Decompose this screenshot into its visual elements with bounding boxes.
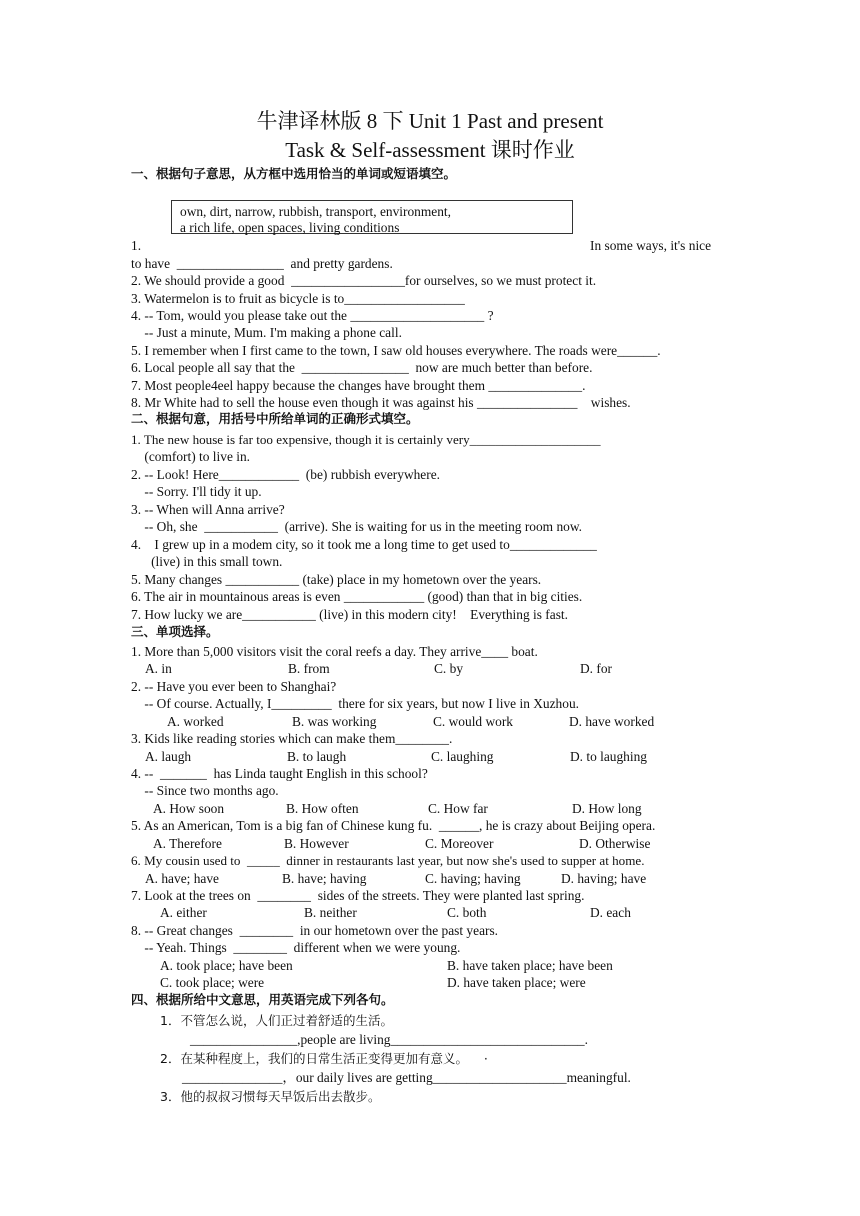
s3-option: D. have taken place; were: [447, 975, 586, 990]
s3-option: C. Moreover: [425, 836, 494, 851]
s3-question: -- Of course. Actually, I_________ there for six years, but now I live in Xuzhou.: [131, 696, 579, 711]
s1-line: 8. Mr White had to sell the house even though it was against his _______________ wishes.: [131, 395, 631, 410]
s4-chinese-prompt: 3．他的叔叔习惯每天早饭后出去散步。: [160, 1089, 381, 1104]
s2-line: 3. -- When will Anna arrive?: [131, 502, 285, 517]
s3-option: B. was working: [292, 714, 377, 729]
s1-line: 4. -- Tom, would you please take out the ____________________ ?: [131, 308, 494, 323]
s3-option: B. However: [284, 836, 349, 851]
s3-question: 2. -- Have you ever been to Shanghai?: [131, 679, 337, 694]
word-box-line-2: a rich life, open spaces, living conditions: [180, 220, 400, 235]
s3-option: B. How often: [286, 801, 359, 816]
s1-line: -- Just a minute, Mum. I'm making a phone call.: [131, 325, 402, 340]
s4-answer-line: _______________，our daily lives are getting____________________meaningful.: [182, 1070, 631, 1085]
s2-line: 2. -- Look! Here____________ (be) rubbish everywhere.: [131, 467, 441, 482]
s2-line: 5. Many changes ___________ (take) place in my hometown over the years.: [131, 572, 542, 587]
s3-question: -- Since two months ago.: [131, 783, 279, 798]
s3-option: C. How far: [428, 801, 488, 816]
s3-question: 3. Kids like reading stories which can make them________.: [131, 731, 453, 746]
s2-line: (live) in this small town.: [131, 554, 283, 569]
s3-option: D. How long: [572, 801, 642, 816]
s3-option: A. laugh: [145, 749, 192, 764]
s3-option: A. have; have: [145, 871, 219, 886]
s3-option: C. laughing: [431, 749, 494, 764]
s3-option: D. Otherwise: [579, 836, 651, 851]
s3-question: 5. As an American, Tom is a big fan of Chinese kung fu. ______, he is crazy about Beijing opera.: [131, 818, 656, 833]
s1-line: to have ________________ and pretty gardens.: [131, 256, 393, 271]
s3-option: A. How soon: [153, 801, 225, 816]
s3-option: D. to laughing: [570, 749, 647, 764]
s3-option: B. from: [288, 661, 330, 676]
s3-option: C. both: [447, 905, 487, 920]
s2-line: -- Sorry. I'll tidy it up.: [131, 484, 262, 499]
title-line-1: 牛津译林版 8 下 Unit 1 Past and present: [256, 109, 604, 133]
s4-answer-line: ________________,people are living_____________________________.: [190, 1032, 588, 1047]
s2-line: -- Oh, she ___________ (arrive). She is waiting for us in the meeting room now.: [131, 519, 582, 534]
s3-option: A. in: [145, 661, 172, 676]
s3-option: D. for: [580, 661, 612, 676]
s3-option: B. to laugh: [287, 749, 347, 764]
s3-option: B. have taken place; have been: [447, 958, 613, 973]
section-1-heading: 一、根据句子意思，从方框中选用恰当的单词或短语填空。: [131, 166, 457, 181]
s1-line: 7. Most people4eel happy because the changes have brought them ______________.: [131, 378, 586, 393]
s3-option: A. worked: [167, 714, 224, 729]
s2-line: 7. How lucky we are___________ (live) in this modern city! Everything is fast.: [131, 607, 568, 622]
s2-line: (comfort) to live in.: [131, 449, 250, 464]
s3-question: 7. Look at the trees on ________ sides of the streets. They were planted last spring.: [131, 888, 585, 903]
s3-question: 6. My cousin used to _____ dinner in restaurants last year, but now she's used to supper at home.: [131, 853, 645, 868]
s3-option: D. having; have: [561, 871, 647, 886]
s3-question: 4. -- _______ has Linda taught English in this school?: [131, 766, 428, 781]
s1-line: 2. We should provide a good _________________for ourselves, so we must protect it.: [131, 273, 597, 288]
s3-option: A. took place; have been: [160, 958, 293, 973]
section-2-heading: 二、根据句意，用括号中所给单词的正确形式填空。: [131, 411, 419, 426]
word-box: [171, 200, 573, 234]
s3-option: C. by: [434, 661, 464, 676]
s3-option: C. took place; were: [160, 975, 265, 990]
word-box-line-1: own, dirt, narrow, rubbish, transport, environment,: [180, 204, 451, 219]
s3-option: B. have; having: [282, 871, 367, 886]
section-3-heading: 三、单项选择。: [131, 624, 219, 639]
s3-option: B. neither: [304, 905, 357, 920]
s3-option: C. having; having: [425, 871, 521, 886]
s3-question: 8. -- Great changes ________ in our hometown over the past years.: [131, 923, 499, 938]
s1-line: 5. I remember when I first came to the town, I saw old houses everywhere. The roads were______.: [131, 343, 661, 358]
s1-q1-number: 1.: [131, 238, 142, 253]
s2-line: 6. The air in mountainous areas is even ____________ (good) than that in big cities.: [131, 589, 583, 604]
s4-chinese-prompt: 2．在某种程度上，我们的日常生活正变得更加有意义。 ·: [160, 1051, 488, 1066]
s3-question: 1. More than 5,000 visitors visit the coral reefs a day. They arrive____ boat.: [131, 644, 538, 659]
s3-question: -- Yeah. Things ________ different when we were young.: [131, 940, 461, 955]
s1-line: 3. Watermelon is to fruit as bicycle is to__________________: [131, 291, 465, 306]
s3-option: D. have worked: [569, 714, 655, 729]
s3-option: A. either: [160, 905, 207, 920]
s2-line: 1. The new house is far too expensive, though it is certainly very____________________: [131, 432, 601, 447]
s4-chinese-prompt: 1．不管怎么说，人们正过着舒适的生活。: [160, 1013, 393, 1028]
s3-option: C. would work: [433, 714, 513, 729]
section-4-heading: 四、根据所给中文意思，用英语完成下列各句。: [131, 992, 394, 1007]
s1-q1-text: In some ways, it's nice: [590, 238, 712, 253]
s1-line: 6. Local people all say that the ________________ now are much better than before.: [131, 360, 593, 375]
s3-option: D. each: [590, 905, 631, 920]
s3-option: A. Therefore: [153, 836, 222, 851]
s2-line: 4. I grew up in a modem city, so it took me a long time to get used to_____________: [131, 537, 597, 552]
title-line-2: Task & Self-assessment 课时作业: [285, 138, 575, 162]
